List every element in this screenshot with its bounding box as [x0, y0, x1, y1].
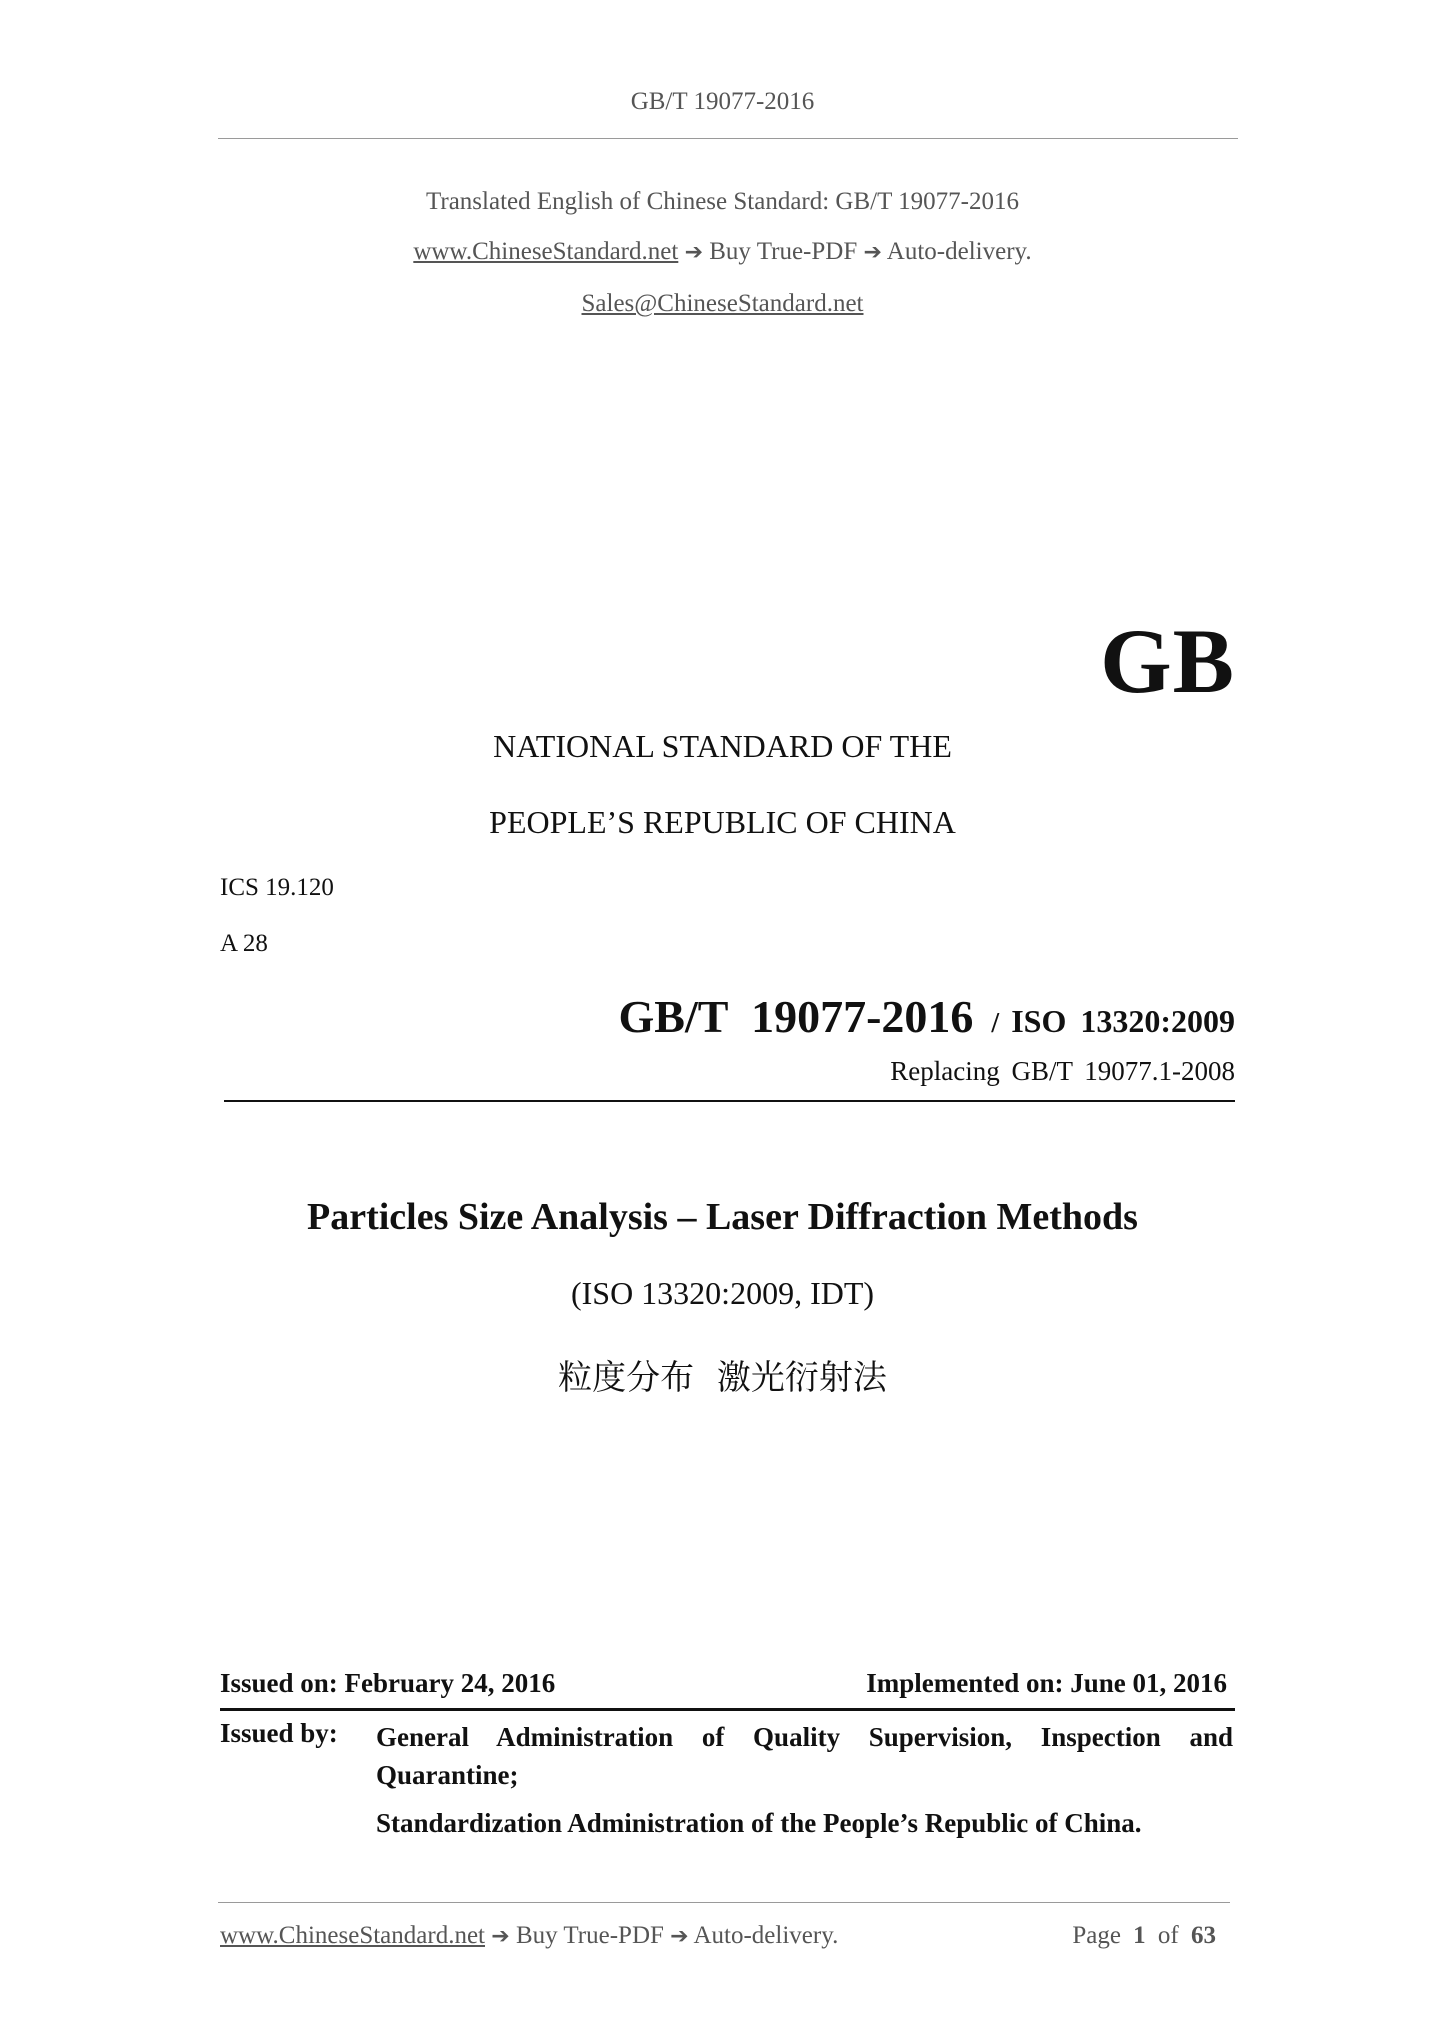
translation-notice: Translated English of Chinese Standard: GB/T 19077-2016	[425, 188, 1020, 215]
page-indicator	[1072, 1922, 1222, 1950]
arrow-right-icon: ➔	[863, 240, 882, 265]
document-subtitle: (ISO 13320:2009, IDT)	[570, 1275, 875, 1311]
page-current: 1	[1133, 1922, 1146, 1949]
arrow-right-icon: ➔	[684, 240, 703, 265]
replacing-line: Replacing GB/T 19077.1-2008	[890, 1056, 1235, 1086]
footer-divider	[218, 1902, 1230, 1903]
auto-delivery-text: Auto-delivery.	[886, 238, 1032, 265]
footer-auto-delivery-text: Auto-delivery.	[693, 1922, 839, 1949]
page-footer	[220, 1922, 1230, 1958]
running-head: GB/T 19077-2016	[630, 88, 815, 115]
arrow-right-icon: ➔	[491, 1924, 510, 1949]
footer-buy-true-pdf-text: Buy True-PDF	[515, 1922, 664, 1949]
national-standard-line-2: PEOPLE’S REPUBLIC OF CHINA	[489, 804, 956, 840]
national-standard-line-1: NATIONAL STANDARD OF THE	[493, 728, 952, 764]
ics-code: ICS 19.120	[220, 874, 334, 901]
of-word: of	[1157, 1922, 1179, 1949]
issuance-dates	[220, 1668, 1235, 1708]
sales-email-link[interactable]: Sales@ChineseStandard.net	[581, 290, 864, 317]
page-word: Page	[1072, 1922, 1121, 1949]
issued-by-authority-2: Standardization Administration of the People’s Republic of China.	[376, 1808, 1142, 1838]
buy-true-pdf-text: Buy True-PDF	[709, 238, 858, 265]
arrow-right-icon: ➔	[670, 1924, 689, 1949]
purchase-line	[0, 238, 1445, 266]
issuance-divider	[220, 1708, 1235, 1711]
chinese-title: 粒度分布 激光衍射法	[558, 1358, 887, 1398]
standard-divider	[224, 1100, 1235, 1102]
page-total: 63	[1191, 1922, 1216, 1949]
document-title: Particles Size Analysis – Laser Diffraction Methods	[307, 1196, 1138, 1238]
issued-on-date: Issued on: February 24, 2016	[220, 1668, 556, 1698]
implemented-on-date: Implemented on: June 01, 2016	[866, 1668, 1227, 1698]
ccs-code: A 28	[220, 930, 268, 957]
issued-by-authority-1: General Administration of Quality Supervision, Inspection and Quarantine;	[376, 1722, 1233, 1790]
standard-slash: /	[991, 1008, 1000, 1039]
chinesestandard-link[interactable]: www.ChineseStandard.net	[413, 238, 679, 265]
gb-logo: GB	[1100, 610, 1235, 712]
iso-number: ISO 13320:2009	[1011, 1003, 1235, 1039]
issued-by-label: Issued by:	[220, 1718, 338, 1748]
header-divider	[218, 138, 1238, 139]
standard-number-line	[619, 990, 1236, 1043]
footer-chinesestandard-link[interactable]: www.ChineseStandard.net	[220, 1922, 485, 1949]
standard-number: GB/T 19077-2016	[618, 991, 974, 1042]
email-line	[0, 290, 1445, 318]
